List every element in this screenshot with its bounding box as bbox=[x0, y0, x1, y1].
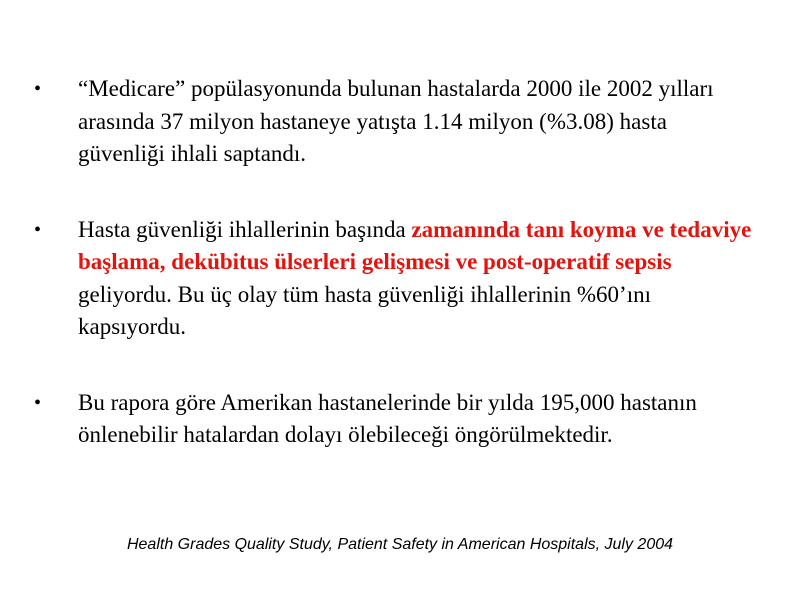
bullet-icon: • bbox=[34, 78, 42, 100]
bullet-item-medicare-stats bbox=[34, 73, 754, 171]
bullet-item-violation-causes bbox=[34, 214, 754, 344]
bullet-item-preventable-deaths bbox=[34, 387, 754, 452]
highlighted-text: zamanında tanı koyma ve tedaviye başlama, dekübitus ülserleri gelişmesi ve post-operatif sepsis bbox=[78, 216, 752, 274]
source-citation: Health Grades Quality Study, Patient Safety in American Hospitals, July 2004 bbox=[126, 536, 674, 553]
bullet-icon: • bbox=[34, 391, 42, 414]
bullet-text-before: Hasta güvenliği ihlallerinin başında bbox=[78, 216, 412, 242]
bullet-text: “Medicare” popülasyonunda bulunan hastalarda 2000 ile 2002 yılları arasında 37 milyon hastaneye yatışta 1.14 milyon (%3.08) hasta güvenliği ihlali saptandı. bbox=[78, 76, 714, 166]
bullet-text-after: geliyordu. Bu üç olay tüm hasta güvenliği ihlallerinin %60’ını kapsıyordu. bbox=[78, 281, 651, 339]
bullet-list bbox=[34, 73, 754, 452]
bullet-icon: • bbox=[34, 218, 42, 241]
bullet-text: Bu rapora göre Amerikan hastanelerinde bir yılda 195,000 hastanın önlenebilir hatalardan dolayı ölebileceği öngörülmektedir. bbox=[78, 389, 697, 447]
